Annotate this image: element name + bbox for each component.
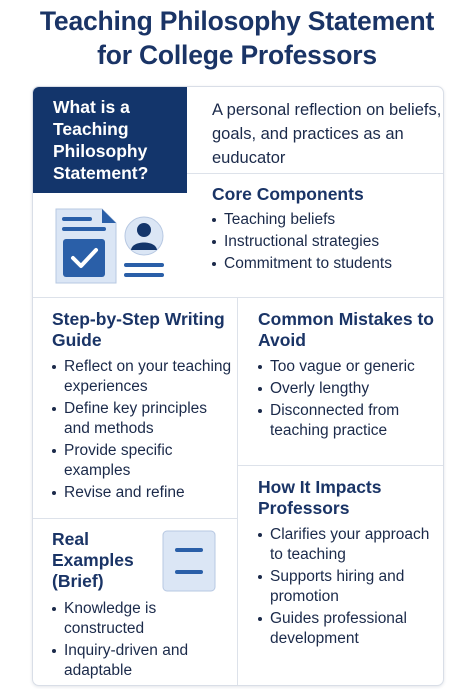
list-item: Supports hiring and promotion	[258, 567, 440, 607]
list-item: Provide specific examples	[52, 441, 234, 481]
divider	[33, 518, 237, 519]
list-item: Knowledge is constructed	[52, 599, 232, 639]
definition-question: What is a Teaching Philosophy Statement?	[53, 97, 149, 183]
impacts-section	[258, 477, 440, 651]
page-title-line-1: Teaching Philosophy Statement	[39, 6, 435, 36]
examples-heading-wrap	[52, 529, 164, 592]
list-item: Teaching beliefs	[212, 210, 442, 230]
list-item: Clarifies your approach to teaching	[258, 525, 440, 565]
divider	[187, 173, 443, 174]
impacts-list	[258, 525, 440, 649]
list-item: Revise and refine	[52, 483, 234, 503]
list-item: Instructional strategies	[212, 232, 442, 252]
examples-section	[52, 599, 232, 683]
common-mistakes-list	[258, 357, 440, 441]
core-components-list	[212, 210, 442, 274]
list-item: Disconnected from teaching practice	[258, 401, 440, 441]
impacts-heading: How It Impacts Professors	[258, 477, 382, 518]
document-check-and-user-icon	[54, 205, 170, 287]
writing-guide-section	[52, 309, 234, 505]
list-item: Guides professional development	[258, 609, 440, 649]
common-mistakes-heading: Common Mistakes to Avoid	[258, 309, 434, 350]
list-item: Reflect on your teaching experiences	[52, 357, 234, 397]
divider	[237, 297, 238, 685]
examples-heading: Real Examples (Brief)	[52, 529, 134, 591]
list-item: Inquiry-driven and adaptable	[52, 641, 232, 681]
file-icon	[162, 530, 216, 592]
definition-question-box	[33, 87, 187, 193]
page-title-line-2: for College Professors	[97, 40, 377, 70]
examples-list	[52, 599, 232, 681]
writing-guide-list	[52, 357, 234, 503]
definition-answer: A personal reflection on beliefs, goals, and practices as an euducator	[212, 101, 442, 167]
common-mistakes-section	[258, 309, 440, 443]
list-item: Commitment to students	[212, 254, 442, 274]
page-title	[0, 4, 474, 72]
list-item: Too vague or generic	[258, 357, 440, 377]
list-item: Overly lengthy	[258, 379, 440, 399]
core-components-heading: Core Components	[212, 184, 364, 204]
divider	[237, 465, 443, 466]
divider	[33, 297, 443, 298]
writing-guide-heading: Step-by-Step Writing Guide	[52, 309, 225, 350]
core-components-section	[212, 184, 442, 276]
list-item: Define key principles and methods	[52, 399, 234, 439]
